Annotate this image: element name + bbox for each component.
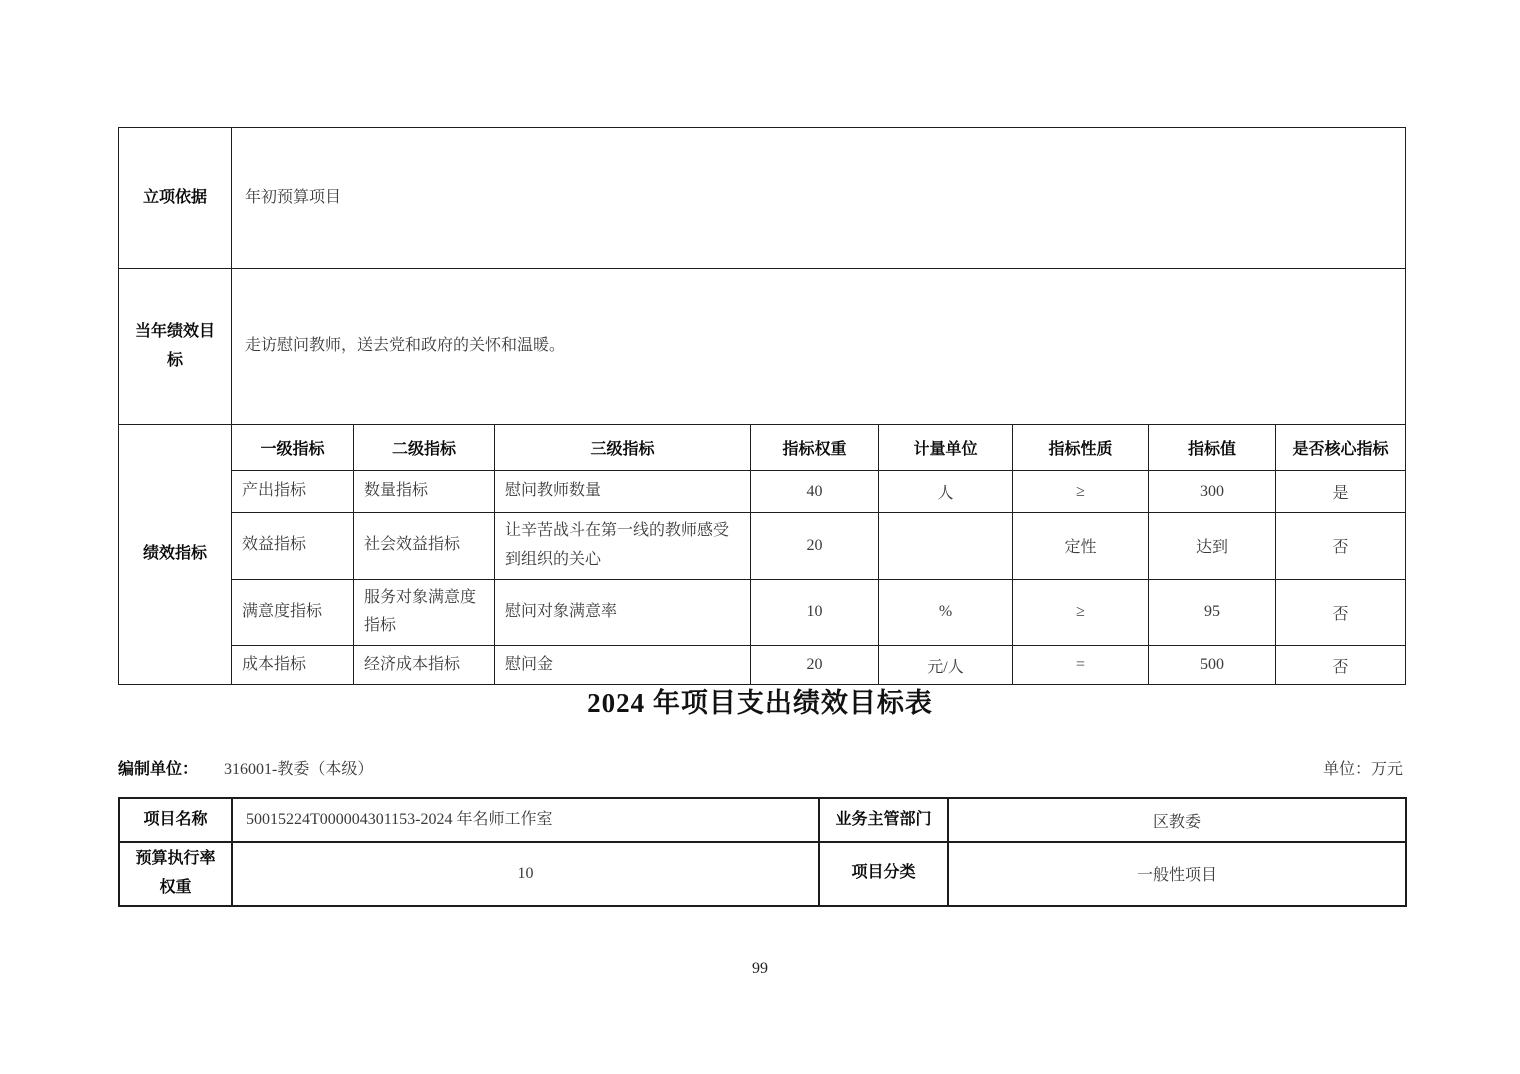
project-basis-label: 立项依据 [119, 128, 232, 269]
project-name-value: 50015224T000004301153-2024 年名师工作室 [232, 798, 819, 842]
table-row [119, 798, 1406, 842]
indicator-row [119, 646, 1406, 685]
table-row [119, 842, 1406, 906]
indicator-cell: 定性 [1013, 513, 1149, 580]
indicator-row [119, 471, 1406, 513]
indicator-cell: 否 [1276, 646, 1406, 685]
indicator-row [119, 579, 1406, 646]
indicator-cell: 300 [1149, 471, 1276, 513]
header-indicator-nature: 指标性质 [1013, 425, 1149, 471]
indicator-cell: 500 [1149, 646, 1276, 685]
indicator-header-row [119, 425, 1406, 471]
project-class-value: 一般性项目 [948, 842, 1406, 906]
header-indicator-weight: 指标权重 [751, 425, 879, 471]
indicator-cell: 慰问金 [495, 646, 751, 685]
indicator-cell: 20 [751, 646, 879, 685]
indicator-cell: 数量指标 [354, 471, 495, 513]
indicator-cell: 95 [1149, 579, 1276, 646]
annual-performance-goal-label: 当年绩效目标 [119, 269, 232, 425]
header-is-core-indicator: 是否核心指标 [1276, 425, 1406, 471]
project-performance-table [118, 127, 1406, 685]
indicator-cell: ≥ [1013, 579, 1149, 646]
project-name-label: 项目名称 [119, 798, 232, 842]
prepared-by [118, 756, 373, 779]
prepared-by-value: 316001-教委（本级） [224, 761, 374, 778]
indicator-row [119, 513, 1406, 580]
indicator-cell: 服务对象满意度指标 [354, 579, 495, 646]
header-level2-indicator: 二级指标 [354, 425, 495, 471]
header-measure-unit: 计量单位 [879, 425, 1013, 471]
indicator-cell: 人 [879, 471, 1013, 513]
budget-execution-weight-label: 预算执行率权重 [119, 842, 232, 906]
indicator-cell: 社会效益指标 [354, 513, 495, 580]
indicator-cell: ≥ [1013, 471, 1149, 513]
indicator-cell [879, 513, 1013, 580]
indicator-cell: 元/人 [879, 646, 1013, 685]
indicator-cell: 慰问对象满意率 [495, 579, 751, 646]
indicator-cell: 满意度指标 [232, 579, 354, 646]
header-level1-indicator: 一级指标 [232, 425, 354, 471]
project-info-table [118, 797, 1407, 907]
indicator-cell: = [1013, 646, 1149, 685]
indicator-cell: 成本指标 [232, 646, 354, 685]
project-class-label: 项目分类 [819, 842, 948, 906]
supervising-dept-value: 区教委 [948, 798, 1406, 842]
page-title: 2024 年项目支出绩效目标表 [587, 688, 933, 718]
indicator-cell: 效益指标 [232, 513, 354, 580]
indicator-cell: 否 [1276, 513, 1406, 580]
indicator-cell: 10 [751, 579, 879, 646]
prepared-by-label: 编制单位： [118, 761, 199, 778]
currency-unit-note: 单位：万元 [1322, 761, 1403, 778]
meta-line [118, 756, 1405, 779]
table-row [119, 128, 1406, 269]
project-basis-content: 年初预算项目 [232, 128, 1406, 269]
indicator-cell: % [879, 579, 1013, 646]
indicator-cell: 产出指标 [232, 471, 354, 513]
indicator-cell: 是 [1276, 471, 1406, 513]
table-row [119, 269, 1406, 425]
indicator-cell: 40 [751, 471, 879, 513]
indicator-cell: 达到 [1149, 513, 1276, 580]
header-level3-indicator: 三级指标 [495, 425, 751, 471]
indicator-cell: 否 [1276, 579, 1406, 646]
page-number: 99 [752, 960, 768, 977]
indicator-cell: 慰问教师数量 [495, 471, 751, 513]
budget-execution-weight-value: 10 [232, 842, 819, 906]
performance-indicators-label: 绩效指标 [119, 425, 232, 685]
indicator-cell: 经济成本指标 [354, 646, 495, 685]
supervising-dept-label: 业务主管部门 [819, 798, 948, 842]
annual-performance-goal-content: 走访慰问教师，送去党和政府的关怀和温暖。 [232, 269, 1406, 425]
header-indicator-value: 指标值 [1149, 425, 1276, 471]
indicator-cell: 20 [751, 513, 879, 580]
indicator-cell: 让辛苦战斗在第一线的教师感受到组织的关心 [495, 513, 751, 580]
